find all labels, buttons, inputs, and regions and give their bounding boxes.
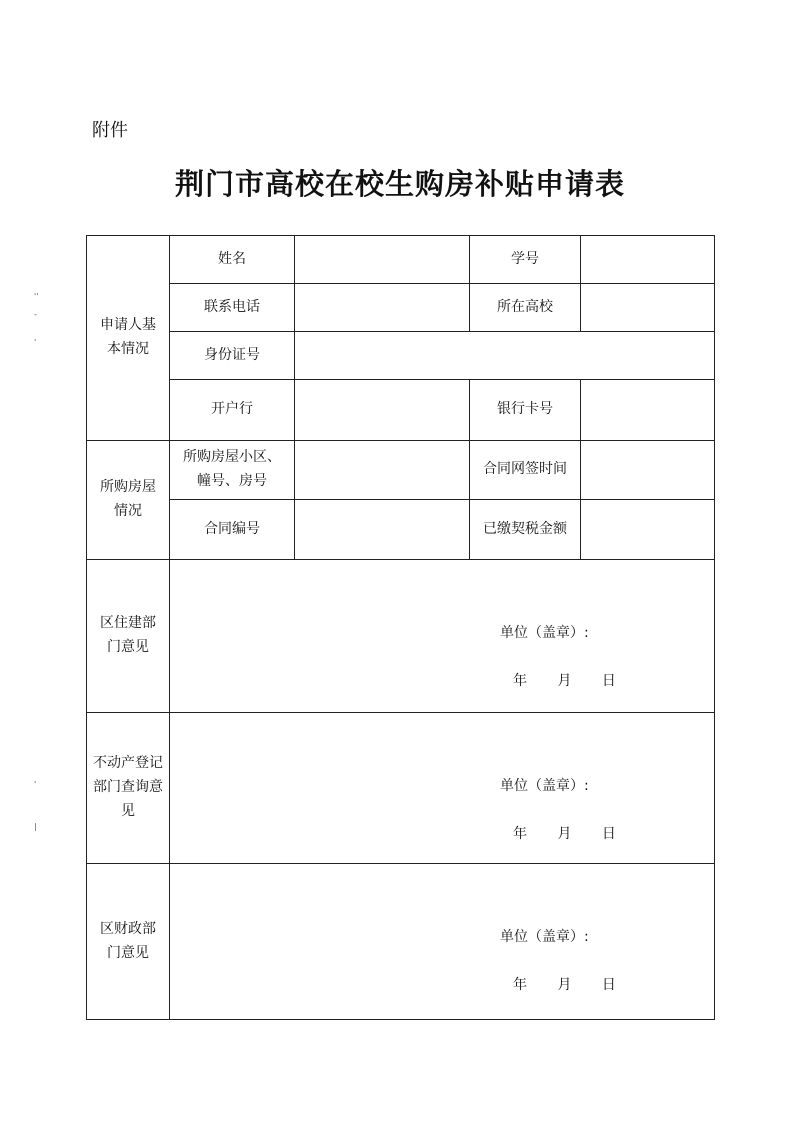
day-label: 日 (601, 826, 616, 842)
table-row (87, 864, 715, 1020)
bank-field[interactable] (295, 380, 470, 441)
tax-label: 已缴契税金额 (470, 500, 581, 560)
property-section-label: 所购房屋情况 (87, 441, 170, 560)
finance-dept-opinion-field[interactable] (170, 864, 715, 1020)
contract-time-label: 合同网签时间 (470, 441, 581, 500)
student-id-label: 学号 (470, 236, 581, 284)
address-label: 所购房屋小区、幢号、房号 (170, 441, 295, 500)
contract-no-field[interactable] (295, 500, 470, 560)
id-card-field[interactable] (295, 332, 715, 380)
date-line (513, 823, 616, 847)
table-row (87, 332, 715, 380)
date-line (513, 670, 616, 694)
registry-dept-label: 不动产登记部门查询意见 (87, 713, 170, 864)
table-row (87, 380, 715, 441)
finance-dept-label: 区财政部门意见 (87, 864, 170, 1020)
table-row (87, 441, 715, 500)
day-label: 日 (601, 673, 616, 689)
table-row (87, 500, 715, 560)
date-line (513, 974, 616, 998)
application-form-table (86, 235, 715, 1020)
phone-label: 联系电话 (170, 284, 295, 332)
school-field[interactable] (581, 284, 715, 332)
scan-mark: ' (34, 338, 37, 347)
contract-no-label: 合同编号 (170, 500, 295, 560)
scan-mark: - (34, 310, 37, 319)
year-label: 年 (513, 977, 527, 993)
stamp-label: 单位（盖章）: (500, 929, 589, 945)
form-title: 荆门市高校在校生购房补贴申请表 (174, 167, 625, 201)
year-label: 年 (513, 826, 527, 842)
year-label: 年 (513, 673, 527, 689)
phone-field[interactable] (295, 284, 470, 332)
stamp-label: 单位（盖章）: (500, 625, 589, 641)
table-row (87, 713, 715, 864)
school-label: 所在高校 (470, 284, 581, 332)
bank-card-field[interactable] (581, 380, 715, 441)
name-field[interactable] (295, 236, 470, 284)
tax-field[interactable] (581, 500, 715, 560)
table-row (87, 236, 715, 284)
student-id-field[interactable] (581, 236, 715, 284)
month-label: 月 (557, 977, 572, 993)
contract-time-field[interactable] (581, 441, 715, 500)
attachment-label: 附件 (92, 120, 128, 141)
scan-mark: ' (34, 780, 37, 789)
housing-dept-opinion-field[interactable] (170, 560, 715, 713)
bank-label: 开户行 (170, 380, 295, 441)
bank-card-label: 银行卡号 (470, 380, 581, 441)
applicant-section-label: 申请人基本情况 (87, 236, 170, 441)
day-label: 日 (601, 977, 616, 993)
scan-mark: | (34, 822, 37, 831)
id-card-label: 身份证号 (170, 332, 295, 380)
stamp-label: 单位（盖章）: (500, 778, 589, 794)
month-label: 月 (557, 673, 572, 689)
address-field[interactable] (295, 441, 470, 500)
month-label: 月 (557, 826, 572, 842)
table-row (87, 284, 715, 332)
scan-mark: '' (34, 292, 39, 301)
registry-dept-opinion-field[interactable] (170, 713, 715, 864)
table-row (87, 560, 715, 713)
housing-dept-label: 区住建部门意见 (87, 560, 170, 713)
name-label: 姓名 (170, 236, 295, 284)
